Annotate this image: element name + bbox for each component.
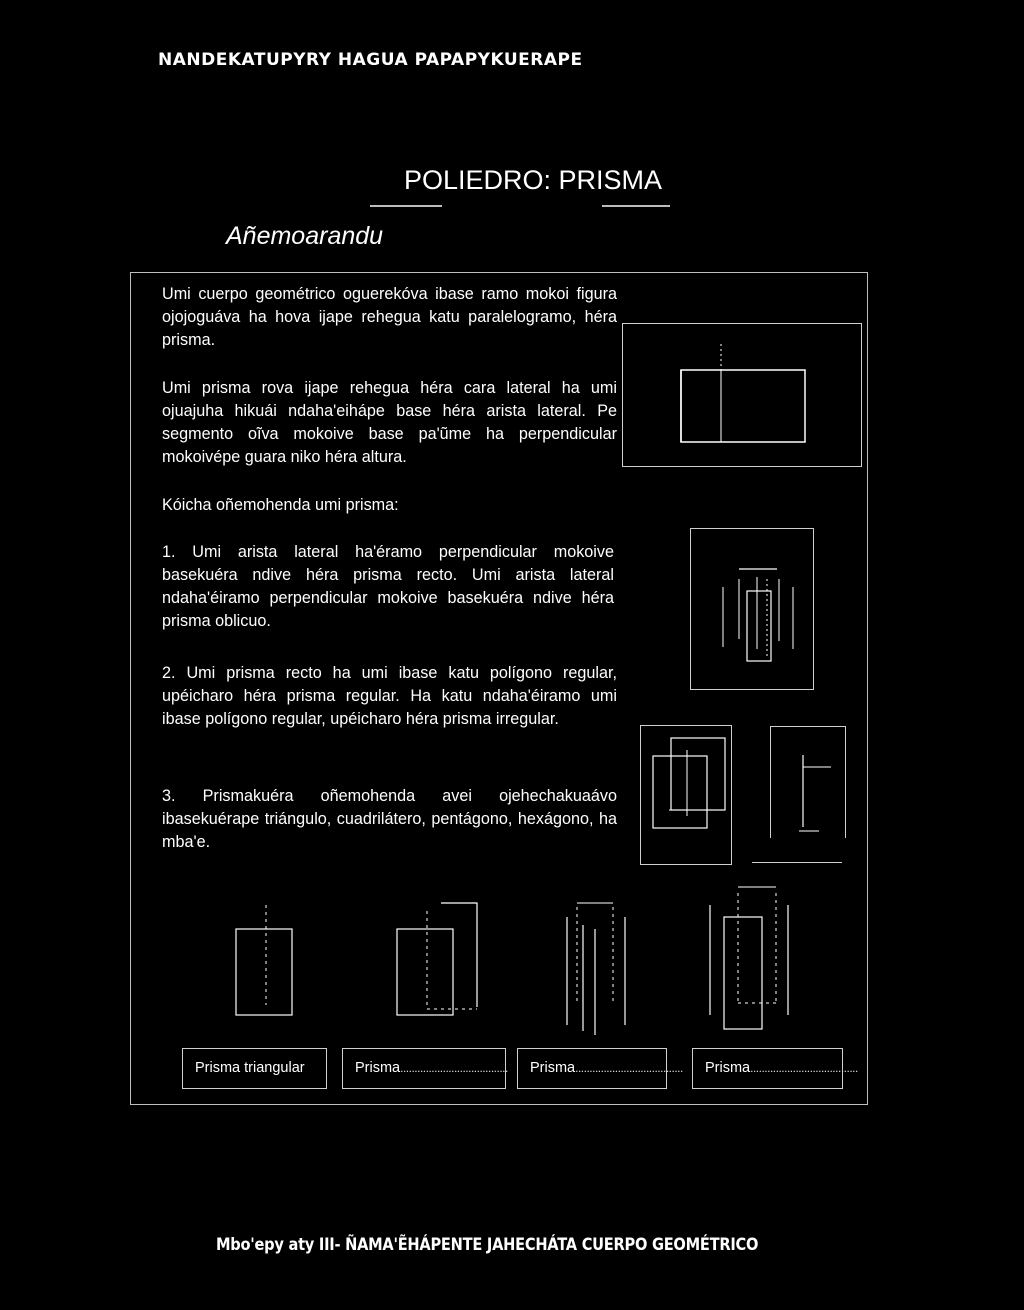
label-blank-dots: ...................................... xyxy=(400,1061,508,1075)
label-text: Prisma triangular xyxy=(195,1060,305,1076)
diagram-prism-oblicuo-b xyxy=(771,727,847,839)
prism-triangular-drawing xyxy=(220,895,320,1025)
label-blank-dots: ...................................... xyxy=(575,1061,683,1075)
paragraph-classification-intro: Kóicha oñemohenda umi prisma: xyxy=(162,496,399,514)
label-text: Prisma xyxy=(355,1060,401,1076)
diagram-prism-oblicuo-a xyxy=(641,726,733,866)
page-footer: Mbo'epy aty III- ÑAMA'ẼHÁPENTE JAHECHÁTA CUERPO GEOMÉTRICO xyxy=(216,1235,759,1255)
diagram-prism-oblicuo-b-frame xyxy=(770,726,846,838)
prism-hexagonal-drawing xyxy=(700,885,800,1035)
title-underline-left xyxy=(370,205,442,207)
label-prisma-blank-1[interactable] xyxy=(342,1048,506,1089)
label-blank-dots: ...................................... xyxy=(750,1061,858,1075)
paragraph-recto-oblicuo: 1. Umi arista lateral ha'éramo perpendicular mokoive basekuéra ndive héra prisma recto. Umi arista lateral ndaha'éiramo perpendicular mokoive basekuéra ndive héra prisma oblicuo. xyxy=(162,543,614,630)
label-prisma-blank-3[interactable] xyxy=(692,1048,858,1089)
page-title: POLIEDRO: PRISMA xyxy=(404,165,663,195)
diagram-prism-height-frame xyxy=(622,323,862,467)
label-text: Prisma xyxy=(530,1060,576,1076)
diagram-prism-height xyxy=(623,324,863,468)
label-text: Prisma xyxy=(705,1060,751,1076)
paragraph-regular-irregular: 2. Umi prisma recto ha umi ibase katu polígono regular, upéicharo héra prisma regular. Ha katu ndaha'éiramo umi ibase polígono regular, upéicharo héra prisma irregular. xyxy=(162,664,617,728)
diagram-divider xyxy=(752,862,842,863)
diagram-prism-recto-frame xyxy=(690,528,814,690)
diagram-prism-recto xyxy=(691,529,815,691)
page-header: NANDEKATUPYRY HAGUA PAPAPYKUERAPE xyxy=(158,50,583,70)
paragraph-lateral-faces: Umi prisma rova ijape rehegua héra cara lateral ha umi ojuajuha hikuái ndaha'eihápe base héra arista lateral. Pe segmento oĩva mokoive base pa'ũme ha perpendicular mokoivépe guara niko héra altura. xyxy=(162,379,617,466)
prism-cuadrangular-drawing xyxy=(385,895,495,1025)
prism-pentagonal-drawing xyxy=(555,895,645,1040)
label-prisma-triangular xyxy=(182,1048,327,1089)
section-subtitle: Añemoarandu xyxy=(226,222,384,250)
paragraph-definition: Umi cuerpo geométrico oguerekóva ibase ramo mokoi figura ojojoguáva ha hova ijape rehegua katu paralelogramo, héra prisma. xyxy=(162,285,617,349)
title-underline-right xyxy=(602,205,670,207)
diagram-prism-oblicuo-a-frame xyxy=(640,725,732,865)
label-prisma-blank-2[interactable] xyxy=(517,1048,683,1089)
paragraph-base-types: 3. Prismakuéra oñemohenda avei ojehechakuaávo ibasekuérape triángulo, cuadrilátero, pentágono, hexágono, ha mba'e. xyxy=(162,787,617,851)
